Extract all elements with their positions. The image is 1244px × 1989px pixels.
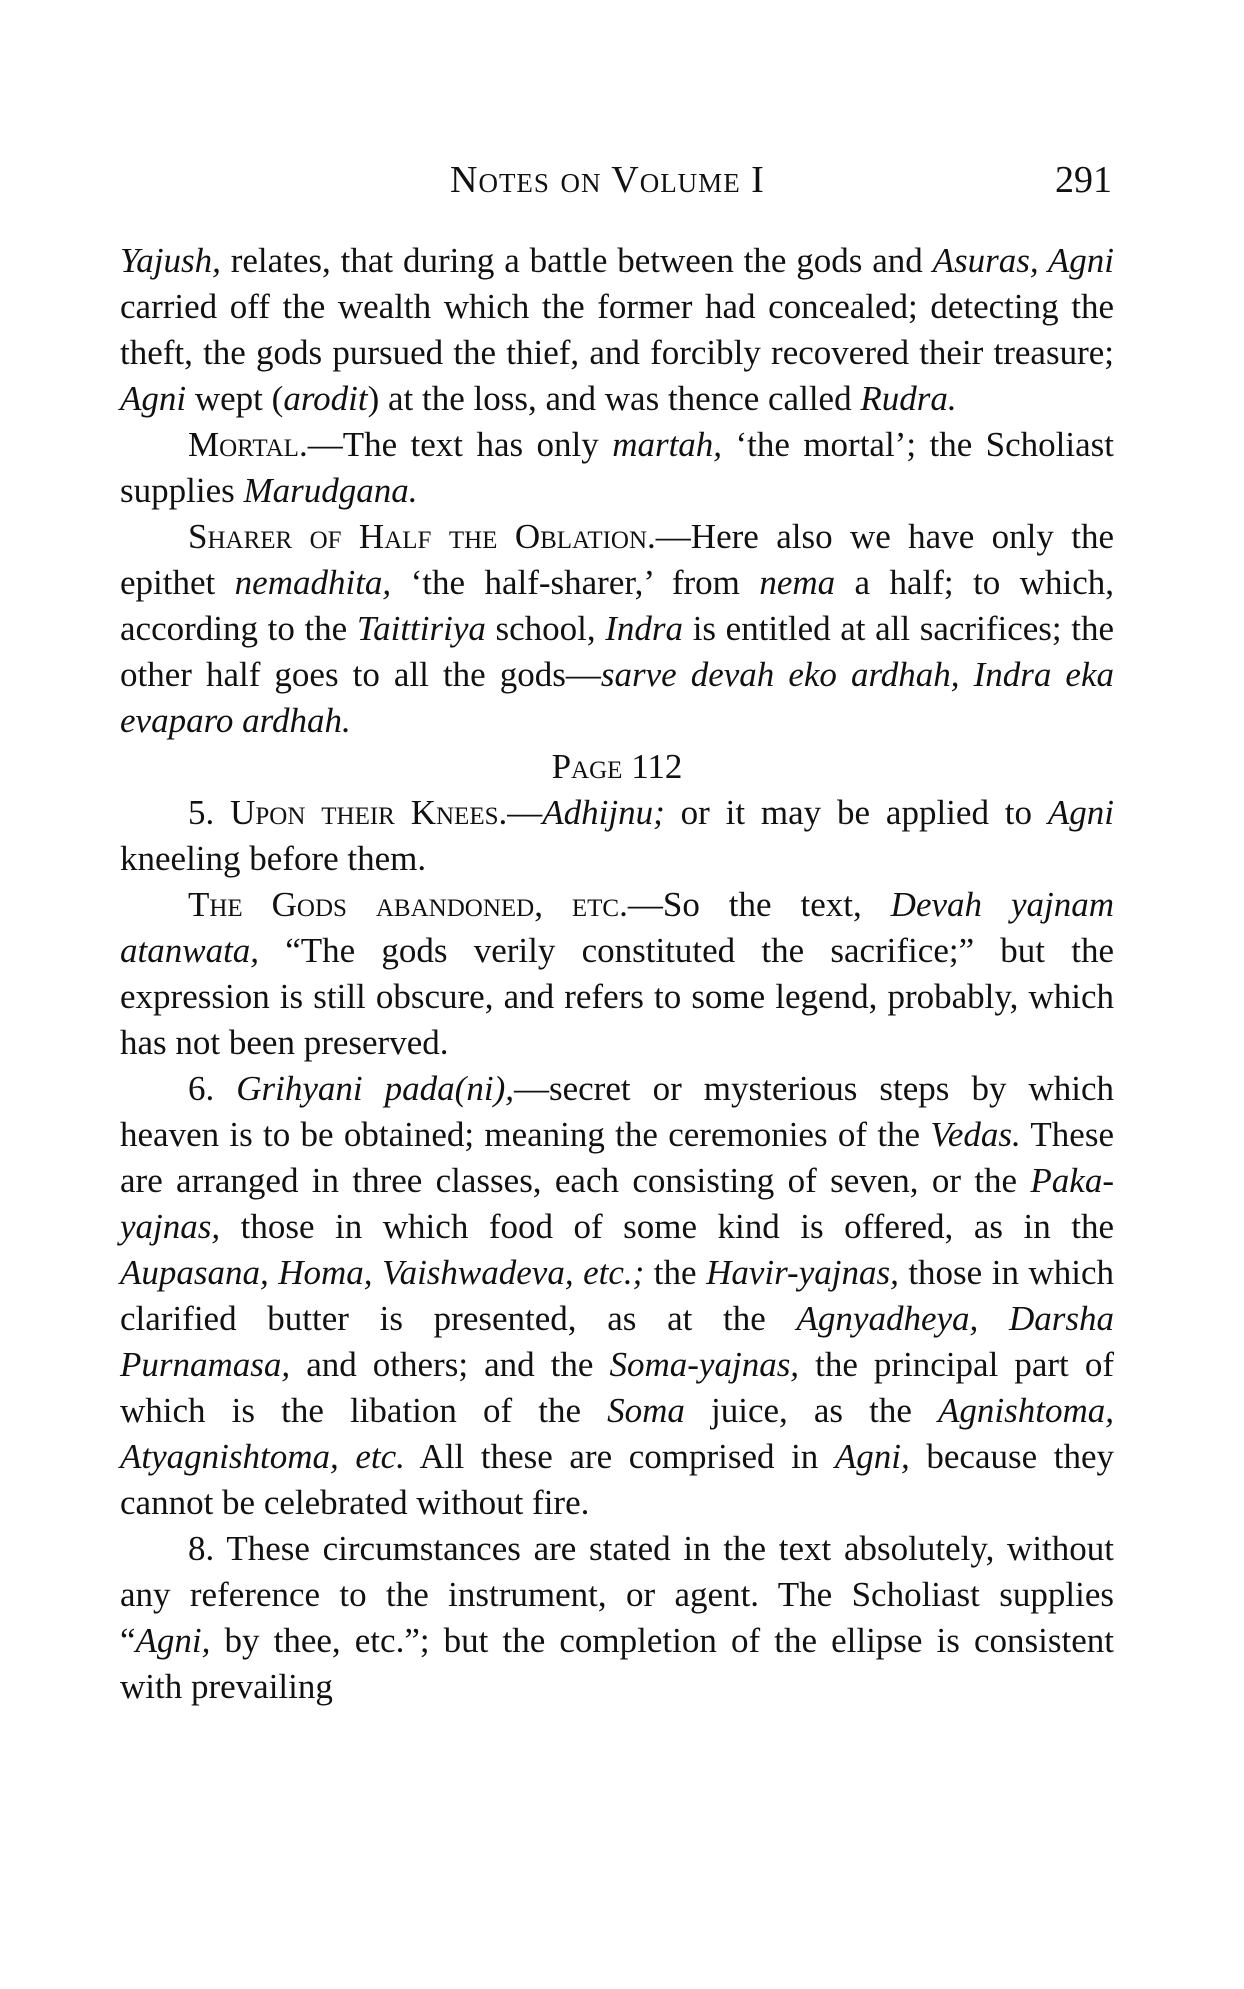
text-run: the xyxy=(644,1253,707,1292)
italic-run: Soma xyxy=(607,1391,685,1430)
text-run: carried off the wealth which the former had concealed; detecting the theft, the gods pursued the thief, and forcibly recovered their treasure; xyxy=(120,287,1114,372)
text-run: relates, that during a battle between the gods and xyxy=(220,241,933,280)
text-run: those in which clarified butter is presented, as at the xyxy=(120,1253,1114,1338)
italic-run: Aupasana, Homa, Vaishwadeva, etc.; xyxy=(120,1253,645,1292)
text-run: ‘the mortal’; the Scholiast supplies xyxy=(120,425,1114,510)
page-heading: Page 112 xyxy=(551,747,683,786)
italic-run: Paka-yajnas, xyxy=(120,1161,1114,1246)
text-run: —secret or mysterious steps by which heaven is to be obtained; meaning the ceremonies of the xyxy=(120,1069,1115,1154)
paragraph xyxy=(120,238,1114,422)
small-caps-heading: Upon their Knees. xyxy=(230,793,508,832)
italic-run: Soma-yajnas, xyxy=(609,1345,800,1384)
text-run: the principal part of which is the libation of the xyxy=(120,1345,1114,1430)
paragraph xyxy=(120,1066,1114,1526)
paragraph xyxy=(120,1526,1114,1710)
italic-run: Rudra. xyxy=(860,379,957,418)
italic-run: Havir-yajnas, xyxy=(706,1253,899,1292)
italic-run: Yajush, xyxy=(120,241,221,280)
italic-run: sarve devah eko ardhah, Indra eka evaparo ardhah. xyxy=(120,655,1114,740)
italic-run: arodit xyxy=(283,379,368,418)
running-title: Notes on Volume I xyxy=(450,159,765,201)
italic-run: martah, xyxy=(612,425,723,464)
italic-run: Taittiriya xyxy=(356,609,486,648)
text-run: or it may be applied to xyxy=(664,793,1048,832)
text-run: 6. xyxy=(188,1069,237,1108)
text-run: and others; and the xyxy=(290,1345,610,1384)
text-run: — xyxy=(507,793,543,832)
text-run: wept ( xyxy=(186,379,284,418)
italic-run: Agni, xyxy=(135,1621,211,1660)
page-number: 291 xyxy=(1055,159,1112,201)
text-run: juice, as the xyxy=(684,1391,939,1430)
italic-run: Indra xyxy=(605,609,684,648)
text-run: 8. These circumstances are stated in the text absolutely, without any reference to the instrument, or agent. The Scholiast supplies “ xyxy=(120,1529,1114,1660)
italic-run: nema xyxy=(759,563,836,602)
italic-run: Adhijnu; xyxy=(542,793,665,832)
italic-run: Asuras, Agni xyxy=(932,241,1114,280)
text-run: those in which food of some kind is offered, as in the xyxy=(220,1207,1114,1246)
running-header xyxy=(120,158,1120,218)
text-run: kneeling before them. xyxy=(120,839,427,878)
paragraph xyxy=(120,514,1114,744)
small-caps-heading: The Gods abandoned, etc. xyxy=(188,885,628,924)
italic-run: Agni, xyxy=(834,1437,910,1476)
small-caps-heading: Sharer of Half the Oblation. xyxy=(188,517,656,556)
text-run: —So the text, xyxy=(627,885,891,924)
text-run: —Here also we have only the epithet xyxy=(120,517,1115,602)
italic-run: nemadhita, xyxy=(234,563,392,602)
italic-run: Marudgana. xyxy=(243,471,418,510)
paragraph xyxy=(120,422,1114,514)
text-run: All these are comprised in xyxy=(404,1437,835,1476)
paragraph xyxy=(120,790,1114,882)
text-run: a half; to which, according to the xyxy=(120,563,1114,648)
italic-run: Agni xyxy=(1047,793,1114,832)
text-run: “The gods verily constituted the sacrifice;” but the expression is still obscure, and refers to some legend, probably, which has not been preserved. xyxy=(120,931,1114,1062)
text-run: —The text has only xyxy=(307,425,613,464)
italic-run: Agnyadheya, Darsha Purnamasa, xyxy=(120,1299,1114,1384)
text-run: is entitled at all sacrifices; the other half goes to all the gods— xyxy=(120,609,1114,694)
page-body xyxy=(120,238,1114,1710)
italic-run: Agni xyxy=(120,379,187,418)
italic-run: Grihyani pada(ni), xyxy=(236,1069,514,1108)
text-run: ) at the loss, and was thence called xyxy=(367,379,861,418)
text-run: because they cannot be celebrated without fire. xyxy=(120,1437,1114,1522)
text-run: school, xyxy=(485,609,606,648)
italic-run: Agnishtoma, Atyagnishtoma, etc. xyxy=(120,1391,1114,1476)
text-run: by thee, etc.”; but the completion of the ellipse is consistent with prevailing xyxy=(120,1621,1114,1706)
italic-run: Devah yajnam atanwata, xyxy=(120,885,1114,970)
text-run: ‘the half-sharer,’ from xyxy=(391,563,760,602)
text-run: 5. xyxy=(188,793,231,832)
text-run: These are arranged in three classes, each consisting of seven, or the xyxy=(120,1115,1114,1200)
italic-run: Vedas. xyxy=(930,1115,1021,1154)
paragraph xyxy=(120,882,1114,1066)
small-caps-heading: Mortal. xyxy=(188,425,308,464)
